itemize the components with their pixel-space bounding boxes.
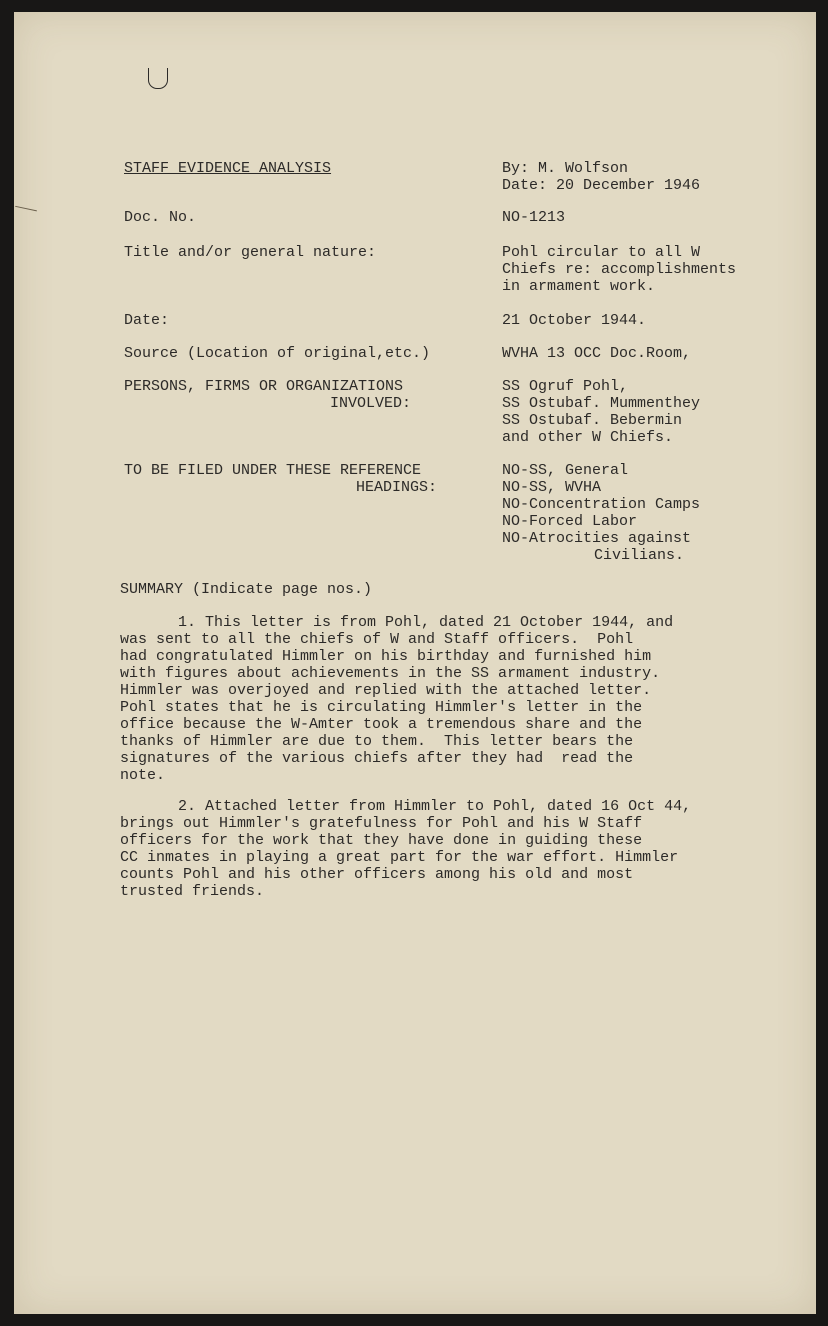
- filing-value-line: NO-Concentration Camps: [502, 496, 701, 513]
- doc-no-value: NO-1213: [502, 209, 566, 226]
- persons-value-line: and other W Chiefs.: [502, 429, 674, 446]
- paragraph-line: counts Pohl and his other officers among his old and most: [120, 866, 634, 883]
- filing-value-line: NO-SS, WVHA: [502, 479, 602, 496]
- doc-no-label: Doc. No.: [124, 209, 197, 226]
- title-label: Title and/or general nature:: [124, 244, 377, 261]
- paragraph-line: brings out Himmler's gratefulness for Pohl and his W Staff: [120, 815, 643, 832]
- paragraph-line: signatures of the various chiefs after they had read the: [120, 750, 634, 767]
- paragraph-line: was sent to all the chiefs of W and Staff officers. Pohl: [120, 631, 634, 648]
- filing-label-line: TO BE FILED UNDER THESE REFERENCE: [124, 462, 422, 479]
- document-heading: STAFF EVIDENCE ANALYSIS: [124, 160, 332, 177]
- paragraph-line: 2. Attached letter from Himmler to Pohl, dated 16 Oct 44,: [178, 798, 692, 815]
- paragraph-line: office because the W-Amter took a tremendous share and the: [120, 716, 643, 733]
- source-label: Source (Location of original,etc.): [124, 345, 431, 362]
- paragraph-line: thanks of Himmler are due to them. This letter bears the: [120, 733, 634, 750]
- paragraph-line: 1. This letter is from Pohl, dated 21 October 1944, and: [178, 614, 674, 631]
- paragraph-line: with figures about achievements in the SS armament industry.: [120, 665, 661, 682]
- filing-value-line: NO-Forced Labor: [502, 513, 638, 530]
- date-value: 21 October 1944.: [502, 312, 647, 329]
- filing-value-line: Civilians.: [594, 547, 685, 564]
- filing-value-line: NO-SS, General: [502, 462, 629, 479]
- analysis-date-line: Date: 20 December 1946: [502, 177, 701, 194]
- filing-label-line: HEADINGS:: [356, 479, 438, 496]
- date-label: Date:: [124, 312, 170, 329]
- paragraph-line: officers for the work that they have done in guiding these: [120, 832, 643, 849]
- paragraph-line: Pohl states that he is circulating Himmler's letter in the: [120, 699, 643, 716]
- paragraph-line: had congratulated Himmler on his birthday and furnished him: [120, 648, 652, 665]
- paragraph-line: trusted friends.: [120, 883, 265, 900]
- source-value: WVHA 13 OCC Doc.Room,: [502, 345, 692, 362]
- title-value-line: Chiefs re: accomplishments: [502, 261, 737, 278]
- paragraph-line: Himmler was overjoyed and replied with the attached letter.: [120, 682, 652, 699]
- summary-label: SUMMARY (Indicate page nos.): [120, 581, 373, 598]
- paragraph-line: note.: [120, 767, 166, 784]
- persons-value-line: SS Ogruf Pohl,: [502, 378, 629, 395]
- author-line: By: M. Wolfson: [502, 160, 629, 177]
- persons-value-line: SS Ostubaf. Mummenthey: [502, 395, 701, 412]
- title-value-line: in armament work.: [502, 278, 656, 295]
- document-page: [14, 12, 816, 1314]
- paragraph-line: CC inmates in playing a great part for the war effort. Himmler: [120, 849, 679, 866]
- persons-label-line: PERSONS, FIRMS OR ORGANIZATIONS: [124, 378, 404, 395]
- title-value-line: Pohl circular to all W: [502, 244, 701, 261]
- filing-value-line: NO-Atrocities against: [502, 530, 692, 547]
- handwritten-mark: [148, 68, 168, 89]
- paper-crease: [13, 206, 37, 221]
- persons-value-line: SS Ostubaf. Bebermin: [502, 412, 683, 429]
- persons-label-line: INVOLVED:: [330, 395, 412, 412]
